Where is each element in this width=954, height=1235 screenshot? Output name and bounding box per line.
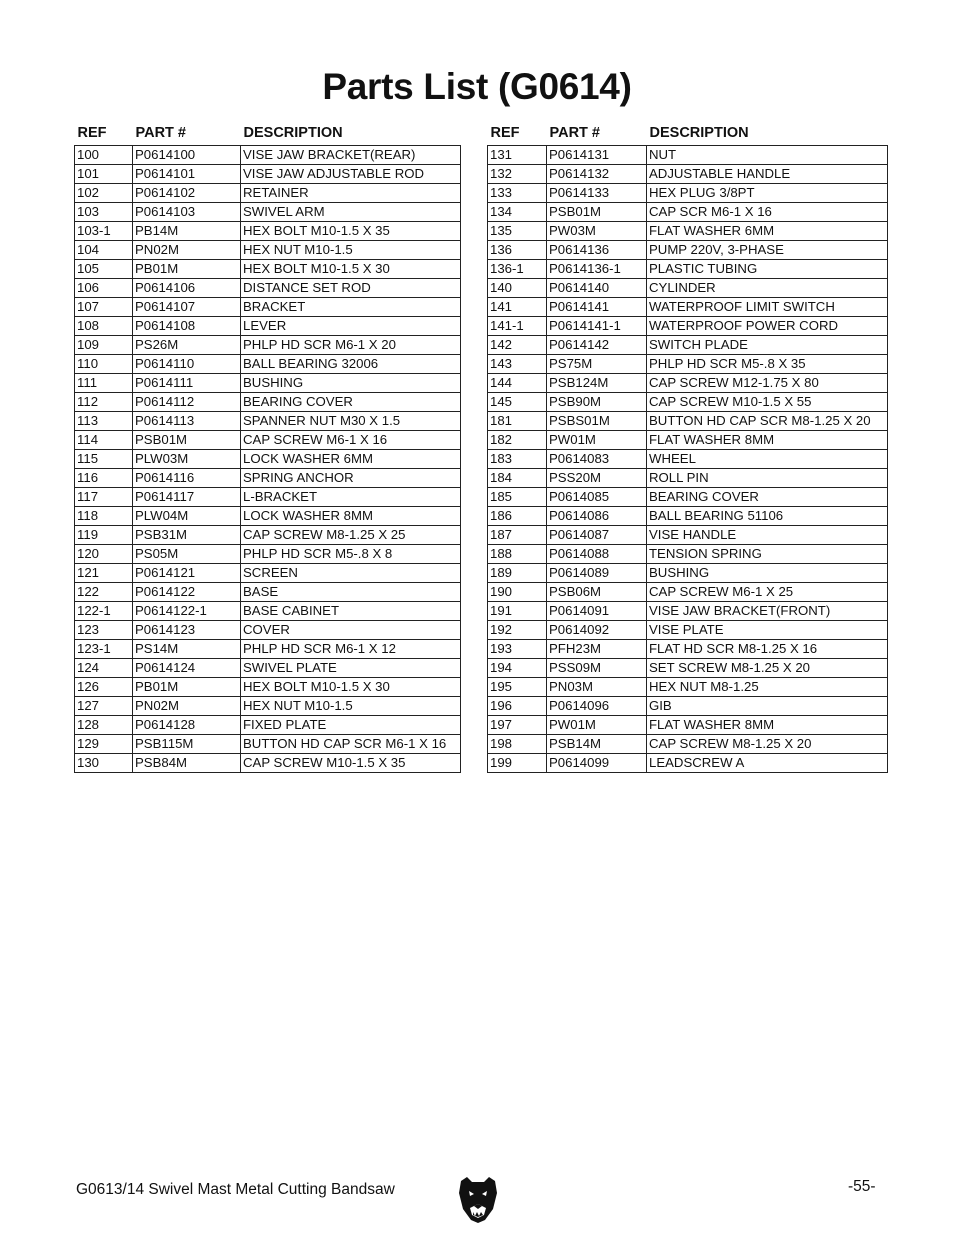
description-cell: BRACKET [241,298,461,317]
part-number-cell: P0614107 [133,298,241,317]
table-row [75,279,461,298]
table-row [75,659,461,678]
table-row [488,564,888,583]
ref-cell: 105 [75,260,133,279]
ref-cell: 187 [488,526,547,545]
description-cell: SET SCREW M8-1.25 X 20 [647,659,888,678]
ref-cell: 132 [488,165,547,184]
description-cell: LEVER [241,317,461,336]
table-row [75,526,461,545]
table-row [75,298,461,317]
description-cell: CAP SCREW M10-1.5 X 35 [241,754,461,773]
table-row [75,146,461,165]
part-number-cell: PW01M [547,716,647,735]
ref-cell: 184 [488,469,547,488]
part-number-cell: PSB14M [547,735,647,754]
description-cell: PUMP 220V, 3-PHASE [647,241,888,260]
table-row [488,279,888,298]
part-number-cell: P0614133 [547,184,647,203]
part-number-cell: PW03M [547,222,647,241]
description-cell: BASE CABINET [241,602,461,621]
table-row [488,545,888,564]
part-number-cell: PLW03M [133,450,241,469]
part-number-cell: PW01M [547,431,647,450]
part-number-cell: P0614131 [547,146,647,165]
table-row [488,583,888,602]
part-number-cell: PLW04M [133,507,241,526]
table-row [488,355,888,374]
parts-table-left [74,124,461,773]
description-cell: L-BRACKET [241,488,461,507]
description-cell: BALL BEARING 32006 [241,355,461,374]
description-header: DESCRIPTION [649,125,749,141]
ref-cell: 133 [488,184,547,203]
description-cell: BUTTON HD CAP SCR M8-1.25 X 20 [647,412,888,431]
ref-cell: 192 [488,621,547,640]
part-number-cell: PSB90M [547,393,647,412]
ref-cell: 120 [75,545,133,564]
part-number-cell: P0614091 [547,602,647,621]
part-number-cell: P0614112 [133,393,241,412]
description-cell: CYLINDER [647,279,888,298]
ref-cell: 108 [75,317,133,336]
part-number-cell: PB01M [133,260,241,279]
description-cell: PHLP HD SCR M6-1 X 20 [241,336,461,355]
part-number-cell: P0614087 [547,526,647,545]
ref-cell: 111 [75,374,133,393]
part-number-cell: PSB01M [133,431,241,450]
description-cell: WATERPROOF POWER CORD [647,317,888,336]
ref-cell: 190 [488,583,547,602]
part-number-cell: PN02M [133,241,241,260]
part-number-cell: PSB124M [547,374,647,393]
description-cell: CAP SCREW M12-1.75 X 80 [647,374,888,393]
description-cell: NUT [647,146,888,165]
table-row [488,659,888,678]
ref-header: REF [490,125,520,141]
table-row [75,260,461,279]
part-number-cell: PB14M [133,222,241,241]
description-cell: VISE JAW BRACKET(REAR) [241,146,461,165]
part-number-cell: P0614122 [133,583,241,602]
ref-header: REF [77,125,107,141]
part-number-cell: PSS20M [547,469,647,488]
table-row [75,317,461,336]
description-cell: RETAINER [241,184,461,203]
ref-cell: 119 [75,526,133,545]
table-row [75,545,461,564]
part-number-cell: P0614103 [133,203,241,222]
part-number-cell: PB01M [133,678,241,697]
ref-cell: 195 [488,678,547,697]
part-number-cell: PSB31M [133,526,241,545]
table-row [75,564,461,583]
part-number-cell: P0614132 [547,165,647,184]
ref-cell: 122-1 [75,602,133,621]
ref-cell: 185 [488,488,547,507]
ref-cell: 109 [75,336,133,355]
ref-cell: 182 [488,431,547,450]
table-row [488,222,888,241]
table-row [75,203,461,222]
table-row [488,469,888,488]
ref-cell: 145 [488,393,547,412]
table-row [488,697,888,716]
table-row [488,621,888,640]
table-row [488,146,888,165]
description-cell: CAP SCREW M10-1.5 X 55 [647,393,888,412]
table-row [488,184,888,203]
ref-cell: 117 [75,488,133,507]
description-cell: VISE HANDLE [647,526,888,545]
table-row [75,735,461,754]
description-cell: TENSION SPRING [647,545,888,564]
parts-table-right-body [488,146,888,773]
ref-cell: 103-1 [75,222,133,241]
part-number-cell: P0614116 [133,469,241,488]
part-number-cell: PS26M [133,336,241,355]
part-number-cell: P0614141 [547,298,647,317]
part-number-cell: P0614123 [133,621,241,640]
ref-cell: 141-1 [488,317,547,336]
ref-cell: 129 [75,735,133,754]
table-row [488,374,888,393]
table-header-row [488,124,888,146]
table-row [75,754,461,773]
description-cell: CAP SCREW M6-1 X 16 [241,431,461,450]
part-number-cell: P0614092 [547,621,647,640]
table-row [75,488,461,507]
ref-cell: 113 [75,412,133,431]
ref-cell: 115 [75,450,133,469]
description-cell: WHEEL [647,450,888,469]
table-row [488,488,888,507]
description-cell: BUSHING [241,374,461,393]
description-cell: ROLL PIN [647,469,888,488]
table-row [488,336,888,355]
part-number-cell: PS14M [133,640,241,659]
part-number-cell: P0614136 [547,241,647,260]
ref-cell: 135 [488,222,547,241]
ref-cell: 127 [75,697,133,716]
ref-cell: 189 [488,564,547,583]
description-cell: BUSHING [647,564,888,583]
ref-cell: 199 [488,754,547,773]
table-row [75,469,461,488]
table-row [488,165,888,184]
ref-cell: 110 [75,355,133,374]
ref-cell: 142 [488,336,547,355]
part-number-cell: P0614088 [547,545,647,564]
table-row [488,640,888,659]
part-number-cell: P0614099 [547,754,647,773]
table-row [488,678,888,697]
description-cell: LEADSCREW A [647,754,888,773]
ref-cell: 118 [75,507,133,526]
description-cell: SWIVEL ARM [241,203,461,222]
description-cell: CAP SCR M6-1 X 16 [647,203,888,222]
part-number-cell: P0614111 [133,374,241,393]
table-row [488,602,888,621]
part-number-header: PART # [135,125,186,141]
ref-cell: 183 [488,450,547,469]
description-cell: PHLP HD SCR M5-.8 X 35 [647,355,888,374]
table-row [75,678,461,697]
table-row [75,412,461,431]
ref-cell: 134 [488,203,547,222]
description-cell: DISTANCE SET ROD [241,279,461,298]
table-row [75,602,461,621]
part-number-cell: PSB84M [133,754,241,773]
part-number-cell: P0614101 [133,165,241,184]
description-cell: SCREEN [241,564,461,583]
table-row [488,431,888,450]
ref-cell: 100 [75,146,133,165]
ref-cell: 193 [488,640,547,659]
table-row [488,260,888,279]
part-number-cell: P0614100 [133,146,241,165]
part-number-cell: PSBS01M [547,412,647,431]
description-cell: COVER [241,621,461,640]
part-number-cell: P0614136-1 [547,260,647,279]
ref-cell: 102 [75,184,133,203]
ref-cell: 122 [75,583,133,602]
description-cell: BASE [241,583,461,602]
table-row [75,697,461,716]
table-row [488,735,888,754]
table-row [488,507,888,526]
description-cell: HEX NUT M10-1.5 [241,241,461,260]
ref-cell: 116 [75,469,133,488]
part-number-cell: P0614110 [133,355,241,374]
description-cell: CAP SCREW M8-1.25 X 25 [241,526,461,545]
description-cell: HEX BOLT M10-1.5 X 30 [241,260,461,279]
table-row [488,203,888,222]
description-cell: VISE JAW BRACKET(FRONT) [647,602,888,621]
description-cell: PHLP HD SCR M5-.8 X 8 [241,545,461,564]
ref-cell: 131 [488,146,547,165]
parts-table-left-body [75,146,461,773]
part-number-cell: PN03M [547,678,647,697]
part-number-cell: P0614085 [547,488,647,507]
ref-cell: 130 [75,754,133,773]
part-number-cell: PFH23M [547,640,647,659]
description-cell: LOCK WASHER 8MM [241,507,461,526]
part-number-cell: P0614108 [133,317,241,336]
table-row [75,374,461,393]
description-cell: PLASTIC TUBING [647,260,888,279]
description-cell: HEX NUT M8-1.25 [647,678,888,697]
ref-cell: 123-1 [75,640,133,659]
description-cell: HEX BOLT M10-1.5 X 30 [241,678,461,697]
ref-cell: 191 [488,602,547,621]
description-cell: SWITCH PLADE [647,336,888,355]
ref-cell: 136-1 [488,260,547,279]
part-number-cell: PS05M [133,545,241,564]
table-row [75,431,461,450]
part-number-cell: P0614089 [547,564,647,583]
description-cell: SPRING ANCHOR [241,469,461,488]
part-number-cell: PSB01M [547,203,647,222]
ref-cell: 101 [75,165,133,184]
ref-cell: 126 [75,678,133,697]
ref-cell: 144 [488,374,547,393]
table-row [75,507,461,526]
description-cell: BEARING COVER [647,488,888,507]
description-cell: FLAT HD SCR M8-1.25 X 16 [647,640,888,659]
ref-cell: 121 [75,564,133,583]
description-cell: SPANNER NUT M30 X 1.5 [241,412,461,431]
description-cell: FLAT WASHER 6MM [647,222,888,241]
ref-cell: 107 [75,298,133,317]
description-cell: BEARING COVER [241,393,461,412]
table-row [488,716,888,735]
table-row [488,317,888,336]
part-number-cell: P0614102 [133,184,241,203]
table-row [488,393,888,412]
table-row [488,241,888,260]
part-number-cell: P0614096 [547,697,647,716]
part-number-cell: P0614140 [547,279,647,298]
table-row [75,355,461,374]
description-header: DESCRIPTION [243,125,343,141]
description-cell: CAP SCREW M8-1.25 X 20 [647,735,888,754]
ref-cell: 140 [488,279,547,298]
part-number-cell: P0614124 [133,659,241,678]
part-number-cell: P0614117 [133,488,241,507]
ref-cell: 103 [75,203,133,222]
ref-cell: 106 [75,279,133,298]
part-number-cell: PS75M [547,355,647,374]
part-number-cell: P0614141-1 [547,317,647,336]
description-cell: PHLP HD SCR M6-1 X 12 [241,640,461,659]
description-cell: CAP SCREW M6-1 X 25 [647,583,888,602]
table-row [75,450,461,469]
table-row [75,716,461,735]
table-row [75,393,461,412]
ref-cell: 197 [488,716,547,735]
table-row [75,241,461,260]
parts-table-right [487,124,888,773]
ref-cell: 143 [488,355,547,374]
ref-cell: 198 [488,735,547,754]
table-row [75,621,461,640]
part-number-cell: PSB115M [133,735,241,754]
ref-cell: 188 [488,545,547,564]
page-number: -55- [848,1178,876,1195]
table-row [75,640,461,659]
part-number-cell: P0614113 [133,412,241,431]
ref-cell: 181 [488,412,547,431]
bear-head-logo-icon [457,1175,499,1223]
ref-cell: 112 [75,393,133,412]
part-number-cell: P0614128 [133,716,241,735]
description-cell: FLAT WASHER 8MM [647,716,888,735]
ref-cell: 114 [75,431,133,450]
part-number-cell: P0614106 [133,279,241,298]
part-number-cell: P0614083 [547,450,647,469]
part-number-cell: P0614086 [547,507,647,526]
table-row [75,165,461,184]
table-row [75,336,461,355]
ref-cell: 194 [488,659,547,678]
table-row [488,754,888,773]
ref-cell: 124 [75,659,133,678]
description-cell: VISE PLATE [647,621,888,640]
description-cell: BUTTON HD CAP SCR M6-1 X 16 [241,735,461,754]
ref-cell: 128 [75,716,133,735]
description-cell: HEX BOLT M10-1.5 X 35 [241,222,461,241]
description-cell: HEX NUT M10-1.5 [241,697,461,716]
table-row [75,184,461,203]
description-cell: GIB [647,697,888,716]
description-cell: HEX PLUG 3/8PT [647,184,888,203]
part-number-cell: PSB06M [547,583,647,602]
part-number-header: PART # [549,125,600,141]
table-row [488,412,888,431]
ref-cell: 104 [75,241,133,260]
description-cell: FIXED PLATE [241,716,461,735]
description-cell: LOCK WASHER 6MM [241,450,461,469]
part-number-cell: P0614122-1 [133,602,241,621]
description-cell: BALL BEARING 51106 [647,507,888,526]
table-header-row [75,124,461,146]
part-number-cell: PN02M [133,697,241,716]
table-row [488,450,888,469]
description-cell: WATERPROOF LIMIT SWITCH [647,298,888,317]
ref-cell: 196 [488,697,547,716]
ref-cell: 141 [488,298,547,317]
ref-cell: 123 [75,621,133,640]
description-cell: SWIVEL PLATE [241,659,461,678]
table-row [488,298,888,317]
description-cell: FLAT WASHER 8MM [647,431,888,450]
manual-title: G0613/14 Swivel Mast Metal Cutting Bandsaw [76,1181,395,1198]
part-number-cell: P0614121 [133,564,241,583]
table-row [75,222,461,241]
table-row [75,583,461,602]
page-title: Parts List (G0614) [322,66,632,107]
description-cell: VISE JAW ADJUSTABLE ROD [241,165,461,184]
part-number-cell: P0614142 [547,336,647,355]
ref-cell: 136 [488,241,547,260]
part-number-cell: PSS09M [547,659,647,678]
ref-cell: 186 [488,507,547,526]
description-cell: ADJUSTABLE HANDLE [647,165,888,184]
table-row [488,526,888,545]
